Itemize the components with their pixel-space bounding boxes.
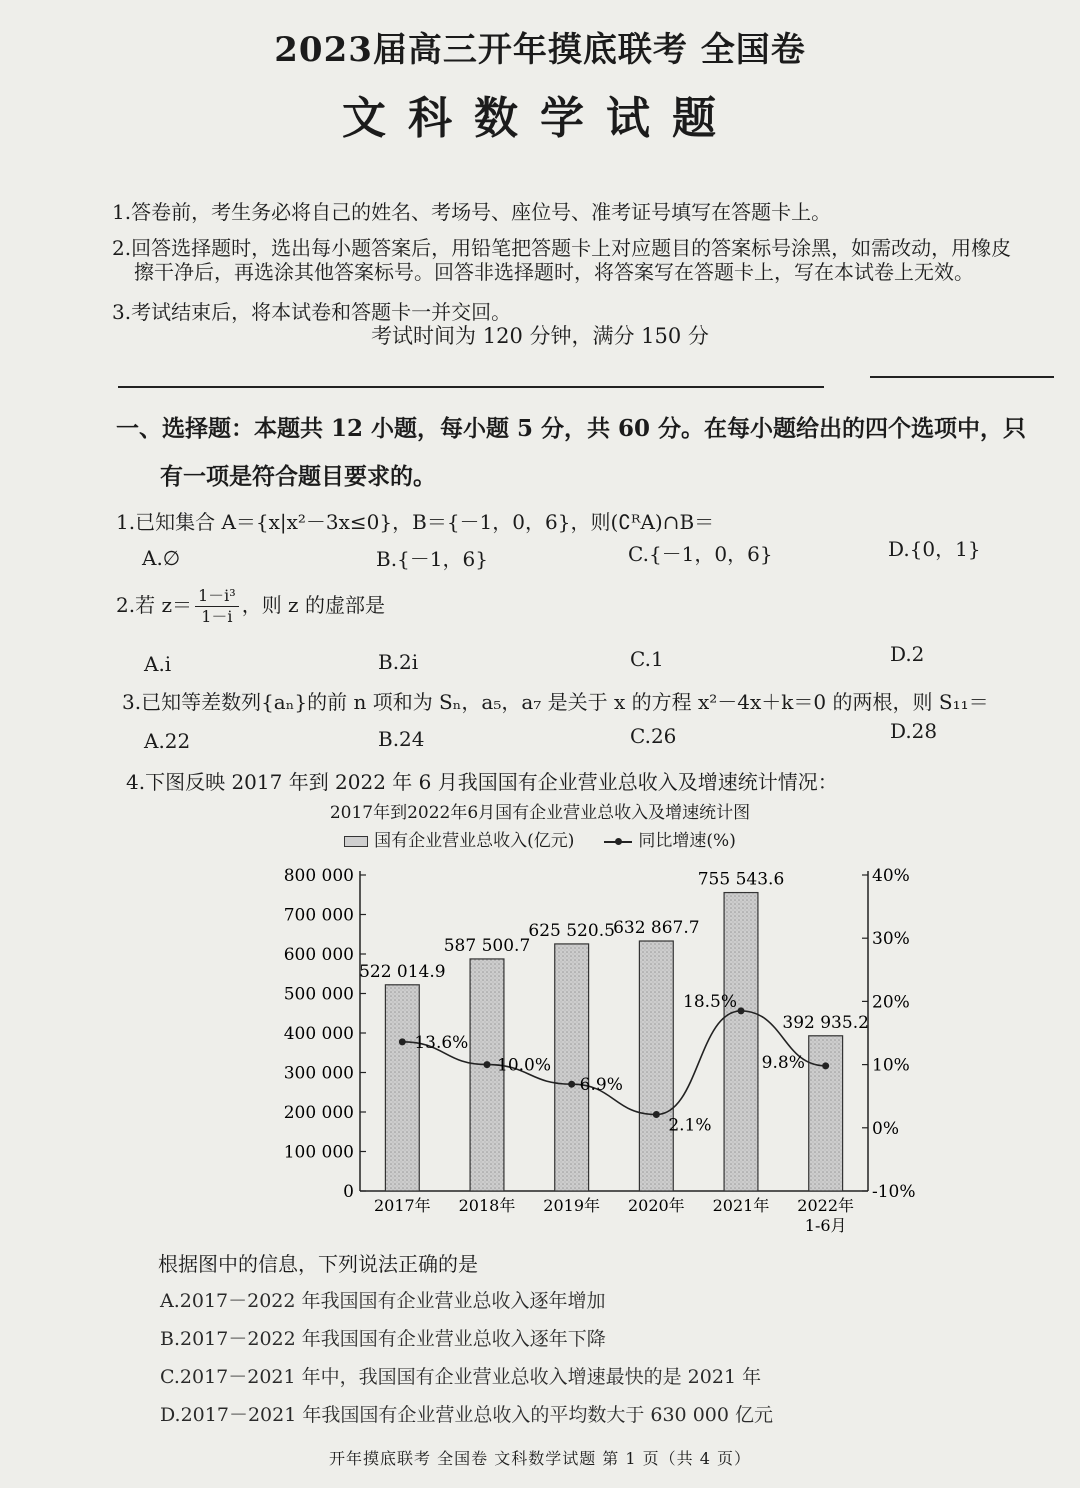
revenue-bar-label: 625 520.5: [528, 920, 615, 941]
question-3-option-c: C.26: [630, 724, 677, 748]
x-axis-category-label: 1-6月: [804, 1216, 847, 1235]
question-4-prompt: 根据图中的信息，下列说法正确的是: [158, 1252, 478, 1276]
question-3-option-b: B.24: [378, 727, 425, 751]
divider-right: [870, 376, 1054, 378]
question-1-option-b: B.{－1，6}: [376, 547, 488, 571]
instruction-2: 2.回答选择题时，选出每小题答案后，用铅笔把答题卡上对应题目的答案标号涂黑，如需改动，用橡皮: [112, 236, 1012, 260]
section-heading-cont: 有一项是符合题目要求的。: [160, 463, 436, 490]
divider-left: [118, 386, 824, 388]
legend-line-swatch: [604, 841, 632, 843]
right-axis-tick-label: 40%: [872, 866, 910, 886]
question-2-option-d: D.2: [890, 642, 925, 666]
revenue-bar: [639, 941, 673, 1191]
exam-time: 考试时间为 120 分钟，满分 150 分: [371, 324, 709, 348]
question-2-stem: [116, 586, 385, 627]
question-1-option-c: C.{－1，0，6}: [628, 542, 773, 566]
x-axis-category-label: 2018年: [458, 1196, 516, 1215]
revenue-bar-label: 522 014.9: [359, 961, 446, 982]
right-axis-tick-label: 10%: [872, 1055, 910, 1076]
question-1-option-a: A.∅: [142, 546, 181, 570]
growth-rate-point: [399, 1038, 406, 1045]
question-1-option-d: D.{0，1}: [888, 537, 981, 561]
question-1-stem: 1.已知集合 A＝{x|x²－3x≤0}，B＝{－1，0，6}，则(∁ᴿA)∩B＝: [116, 510, 715, 534]
left-axis-tick-label: 700 000: [283, 905, 354, 926]
left-axis-tick-label: 0: [343, 1182, 354, 1202]
left-axis-tick-label: 300 000: [283, 1063, 354, 1084]
revenue-bar: [724, 893, 758, 1191]
exam-series-title: 2023届高三开年摸底联考 全国卷: [274, 30, 806, 70]
legend-line-label: 同比增速(%): [638, 831, 736, 851]
question-4-option-d: D.2017－2021 年我国国有企业营业总收入的平均数大于 630 000 亿元: [160, 1404, 773, 1426]
revenue-bar: [555, 944, 589, 1191]
x-axis-category-label: 2022年: [797, 1196, 855, 1215]
legend-bar-swatch: [344, 836, 368, 847]
question-4-stem: 4.下图反映 2017 年到 2022 年 6 月我国国有企业营业总收入及增速统计情况：: [126, 770, 838, 794]
right-axis-tick-label: 0%: [872, 1118, 899, 1139]
question-4-option-b: B.2017－2022 年我国国有企业营业总收入逐年下降: [160, 1328, 606, 1350]
exam-subject-title: 文科数学试题: [342, 93, 738, 144]
growth-rate-label: 10.0%: [497, 1055, 552, 1076]
revenue-bar: [385, 985, 419, 1191]
question-4-option-a: A.2017－2022 年我国国有企业营业总收入逐年增加: [160, 1290, 606, 1312]
section-heading: 一、选择题：本题共 12 小题，每小题 5 分，共 60 分。在每小题给出的四个选项中，只: [116, 415, 1027, 442]
growth-rate-point: [484, 1061, 491, 1068]
growth-rate-label: 18.5%: [683, 991, 738, 1012]
growth-rate-label: 6.9%: [579, 1075, 623, 1096]
question-2-option-c: C.1: [630, 647, 664, 671]
instruction-2-cont: 擦干净后，再选涂其他答案标号。回答非选择题时，将答案写在答题卡上，写在本试卷上无效。: [134, 260, 974, 284]
revenue-bar-label: 587 500.7: [443, 935, 531, 956]
x-axis-category-label: 2021年: [712, 1196, 770, 1215]
question-2-numerator: 1－i³: [195, 586, 239, 607]
growth-rate-point: [653, 1111, 660, 1118]
instruction-3: 3.考试结束后，将本试卷和答题卡一并交回。: [112, 300, 512, 324]
question-3-option-d: D.28: [890, 719, 938, 743]
question-3-option-a: A.22: [144, 729, 191, 753]
question-2-prefix: 2.若 z＝: [116, 593, 192, 617]
growth-rate-label: 9.8%: [761, 1052, 805, 1073]
revenue-bar-label: 392 935.2: [782, 1012, 869, 1033]
growth-rate-label: 2.1%: [668, 1115, 712, 1136]
revenue-bar-label: 632 867.7: [613, 918, 700, 939]
question-2-option-a: A.i: [144, 652, 172, 676]
page-footer: 开年摸底联考 全国卷 文科数学试题 第 1 页（共 4 页）: [329, 1449, 751, 1468]
x-axis-category-label: 2017年: [373, 1196, 431, 1215]
question-4-option-c: C.2017－2021 年中，我国国有企业营业总收入增速最快的是 2021 年: [160, 1366, 762, 1388]
growth-rate-point: [568, 1081, 575, 1088]
revenue-bar: [809, 1036, 843, 1191]
chart-legend: [0, 826, 1080, 851]
chart-title: 2017年到2022年6月国有企业营业总收入及增速统计图: [329, 803, 751, 823]
instruction-1: 1.答卷前，考生务必将自己的姓名、考场号、座位号、准考证号填写在答题卡上。: [112, 200, 832, 224]
growth-rate-label: 13.6%: [414, 1032, 469, 1053]
question-2-denominator: 1－i: [201, 607, 233, 626]
right-axis-tick-label: 30%: [872, 929, 910, 950]
left-axis-tick-label: 200 000: [283, 1103, 354, 1123]
left-axis-tick-label: 800 000: [283, 866, 354, 886]
question-2-option-b: B.2i: [378, 650, 419, 674]
right-axis-tick-label: -10%: [872, 1182, 916, 1202]
question-3-stem: 3.已知等差数列{aₙ}的前 n 项和为 Sₙ，a₅，a₇ 是关于 x 的方程 x²－4x＋k＝0 的两根，则 S₁₁＝: [122, 690, 989, 714]
left-axis-tick-label: 500 000: [283, 984, 354, 1005]
revenue-bar-label: 755 543.6: [697, 869, 785, 890]
question-2-suffix: ，则 z 的虚部是: [241, 593, 385, 617]
left-axis-tick-label: 400 000: [283, 1024, 354, 1044]
x-axis-category-label: 2020年: [627, 1196, 685, 1215]
x-axis-category-label: 2019年: [543, 1196, 601, 1215]
legend-bar-label: 国有企业营业总收入(亿元): [374, 831, 575, 851]
growth-rate-point: [822, 1062, 829, 1069]
revenue-growth-chart: [270, 855, 950, 1250]
left-axis-tick-label: 100 000: [283, 1142, 354, 1163]
right-axis-tick-label: 20%: [872, 992, 910, 1013]
growth-rate-point: [738, 1007, 745, 1014]
left-axis-tick-label: 600 000: [283, 945, 354, 965]
question-2-fraction: [195, 586, 239, 627]
